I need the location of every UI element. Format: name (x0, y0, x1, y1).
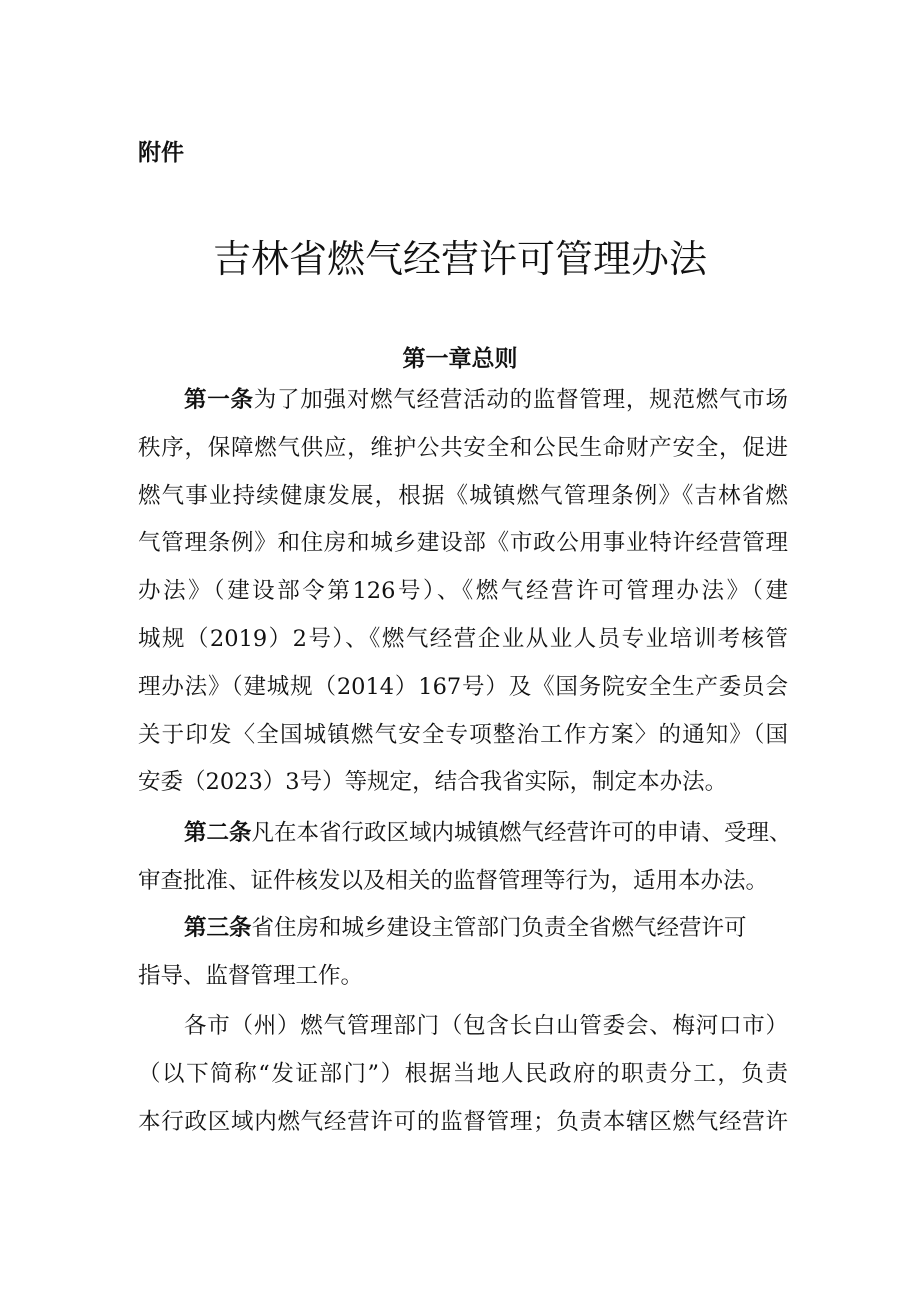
paragraph-line: 办法》（建设部令第126号）、《燃气经营许可管理办法》（建 (138, 578, 788, 605)
paragraph-line: 气管理条例》和住房和城乡建设部《市政公用事业特许经营管理 (138, 530, 788, 557)
article-number: 第三条 (184, 915, 252, 941)
paragraph-line: 燃气事业持续健康发展，根据《城镇燃气管理条例》《吉林省燃 (138, 482, 788, 509)
chapter-heading: 第一章总则 (402, 346, 518, 372)
paragraph-line: 第三条省住房和城乡建设主管部门负责全省燃气经营许可 (184, 915, 747, 941)
paragraph-line: 审查批准、证件核发以及相关的监督管理等行为，适用本办法。 (138, 867, 769, 894)
article-1 (138, 377, 788, 807)
attachment-label: 附件 (138, 140, 184, 166)
paragraph-line: 关于印发〈全国城镇燃气安全专项整治工作方案〉的通知》（国 (138, 721, 788, 748)
article-number: 第二条 (184, 820, 252, 846)
paragraph-line: 秩序，保障燃气供应，维护公共安全和公民生命财产安全，促进 (138, 434, 788, 461)
article-3-continued (138, 1003, 788, 1146)
paragraph-line: 理办法》（建城规（2014）167号）及《国务院安全生产委员会 (138, 673, 788, 700)
paragraph-line: 本行政区域内燃气经营许可的监督管理；负责本辖区燃气经营许 (138, 1108, 788, 1135)
paragraph-line: 指导、监督管理工作。 (138, 962, 364, 989)
paragraph-line: 安委（2023）3号）等规定，结合我省实际，制定本办法。 (138, 769, 728, 796)
paragraph-line: （以下简称“发证部门”）根据当地人民政府的职责分工，负责 (138, 1060, 788, 1087)
paragraph-line: 第二条凡在本省行政区域内城镇燃气经营许可的申请、受理、 (184, 820, 792, 846)
article-number: 第一条 (184, 387, 254, 413)
article-2 (138, 810, 792, 906)
paragraph-line: 第一条为了加强对燃气经营活动的监督管理，规范燃气市场 (184, 387, 788, 413)
document-title: 吉林省燃气经营许可管理办法 (212, 237, 707, 281)
paragraph-line: 各市（州）燃气管理部门（包含长白山管委会、梅河口市） (184, 1013, 788, 1039)
paragraph-line: 城规（2019）2号）、《燃气经营企业从业人员专业培训考核管 (138, 625, 788, 652)
article-3 (138, 905, 788, 1001)
